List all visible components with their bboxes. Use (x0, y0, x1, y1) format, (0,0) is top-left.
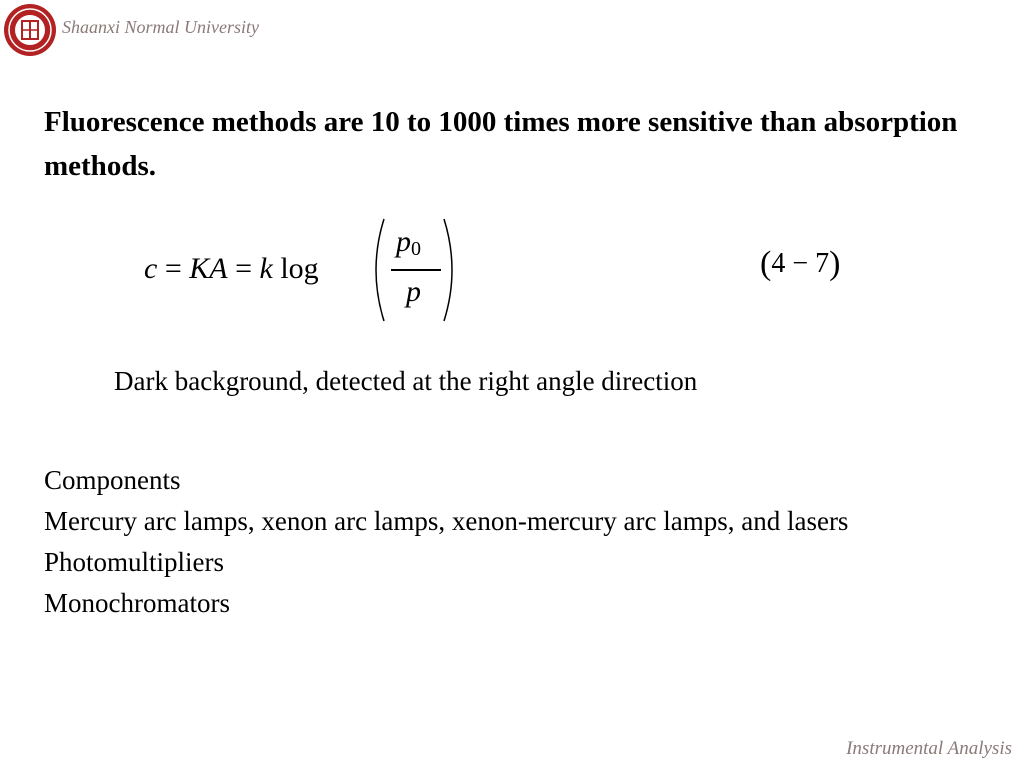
course-footer: Instrumental Analysis (846, 738, 1012, 759)
components-title: Components (44, 465, 181, 495)
university-name: Shaanxi Normal University (62, 17, 259, 37)
component-item-sources: Mercury arc lamps, xenon arc lamps, xenon-mercury arc lamps, and lasers (44, 506, 849, 536)
slide-header (0, 0, 400, 60)
component-item-monochromators: Monochromators (44, 588, 230, 618)
sensitivity-formula (144, 215, 484, 325)
formula-lhs: c = KA = k log (144, 252, 319, 285)
component-item-detectors: Photomultipliers (44, 547, 225, 577)
fraction-numerator: $p_0$ (396, 225, 421, 260)
components-section (44, 460, 954, 624)
fraction-denominator: p (406, 275, 421, 308)
equation-number: (4 − 7) (760, 245, 841, 282)
university-seal-icon (2, 2, 58, 58)
slide-heading: Fluorescence methods are 10 to 1000 times more sensitive than absorption methods. (44, 106, 958, 182)
detection-note: Dark background, detected at the right angle direction (114, 366, 698, 396)
fraction-bar (391, 269, 441, 271)
